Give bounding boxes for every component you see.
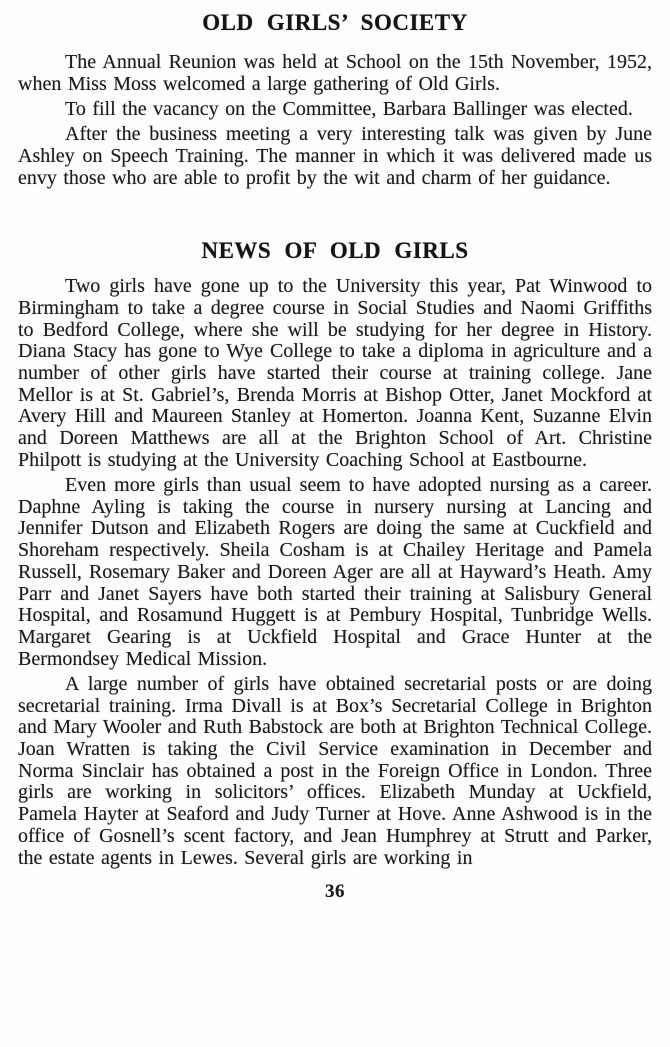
paragraph-secretarial-news: A large number of girls have obtained secretarial posts or are doing secretarial training. Irma Divall is at Box’s Secretarial College in Brighton and Mary Wooler and Ruth Babstock are both at Brighton Technical College. Joan Wratten is taking the Civil Service examination in December and Norma Sinclair has obtained a post in the Foreign Office in London. Three girls are working in solicitors’ offices. Elizabeth Munday at Uckfield, Pamela Hayter at Seaford and Judy Turner at Hove. Anne Ashwood is in the office of Gosnell’s scent factory, and Jean Humphrey at Strutt and Parker, the estate agents in Lewes. Several girls are working in <box>18 672 652 869</box>
paragraph-committee-vacancy: To fill the vacancy on the Committee, Barbara Ballinger was elected. <box>65 97 633 120</box>
paragraph-annual-reunion: The Annual Reunion was held at School on the 15th November, 1952, when Miss Moss welcomed a large gathering of Old Girls. <box>18 51 652 95</box>
page-number: 36 <box>325 881 345 903</box>
section-title-old-girls-society: OLD GIRLS’ SOCIETY <box>202 10 468 35</box>
section-title-news-of-old-girls: NEWS OF OLD GIRLS <box>201 238 469 264</box>
paragraph-nursing-news: Even more girls than usual seem to have adopted nursing as a career. Daphne Ayling is taking the course in nursery nursing at Lancing and Jennifer Dutson and Elizabeth Rogers are doing the same at Cuckfield and Shoreham respectively. Sheila Cosham is at Chailey Heritage and Pamela Russell, Rosemary Baker and Doreen Ager are all at Hayward’s Heath. Amy Parr and Janet Sayers have both started their training at Salisbury General Hospital, and Rosamund Huggett is at Pembury Hospital, Tunbridge Wells. Margaret Gearing is at Uckfield Hospital and Grace Hunter at the Bermondsey Medical Mission. <box>18 474 652 670</box>
paragraph-speech-training-talk: After the business meeting a very interesting talk was given by June Ashley on Speech Training. The manner in which it was delivered made us envy those who are able to profit by the wit and charm of her guidance. <box>18 123 652 189</box>
paragraph-university-news: Two girls have gone up to the University this year, Pat Winwood to Birmingham to take a degree course in Social Studies and Naomi Griffiths to Bedford College, where she will be studying for her degree in History. Diana Stacy has gone to Wye College to take a diploma in agriculture and a number of other girls have started their course at training college. Jane Mellor is at St. Gabriel’s, Brenda Morris at Bishop Otter, Janet Mockford at Avery Hill and Maureen Stanley at Homerton. Joanna Kent, Suzanne Elvin and Doreen Matthews are all at the Brighton School of Art. Christine Philpott is studying at the University Coaching School at Eastbourne. <box>18 275 652 471</box>
